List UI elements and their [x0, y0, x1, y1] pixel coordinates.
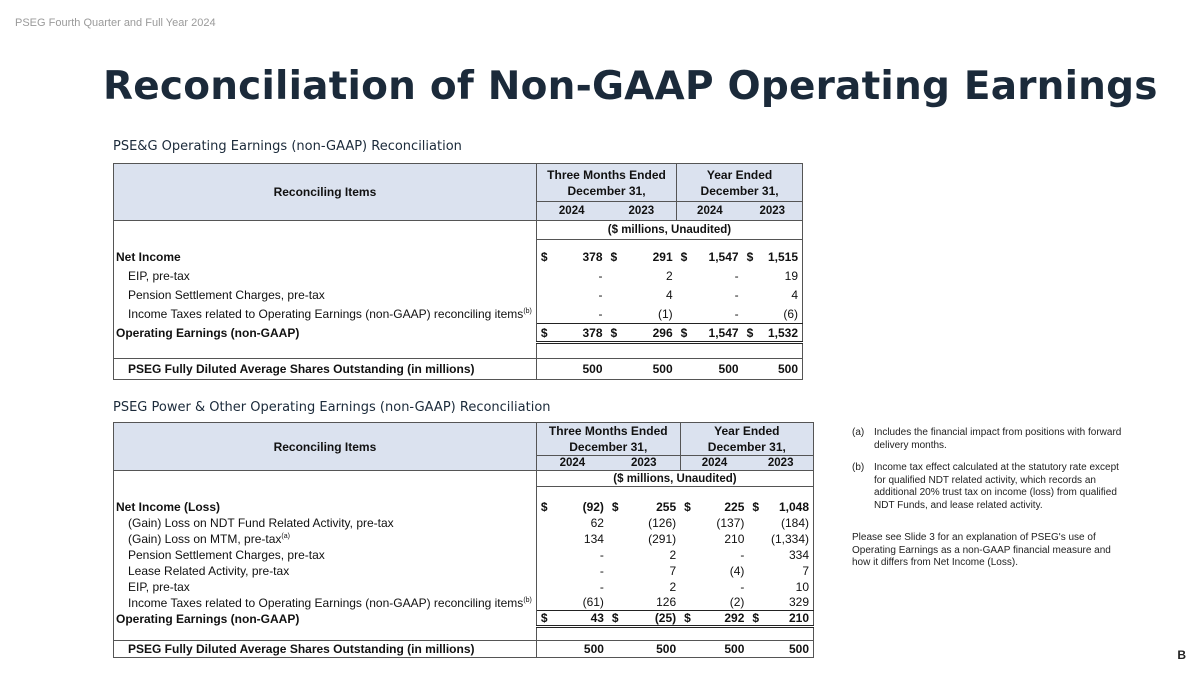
items-column-header: Reconciling Items	[114, 164, 537, 221]
table-row: Net Income $ 378 $ 291 $ 1,547 $ 1,515	[114, 248, 803, 267]
year-ended-header: Year Ended December 31,	[677, 164, 803, 202]
table-row: Net Income (Loss) $ (92) $ 255 $ 225 $ 1,048	[114, 499, 814, 515]
table-row: EIP, pre-tax - 2 - 10	[114, 579, 814, 595]
three-months-header: Three Months Ended December 31,	[536, 164, 676, 202]
pseg-reconciliation-table	[113, 163, 803, 380]
year-header: 2023	[748, 456, 813, 471]
year-header: 2023	[743, 202, 803, 221]
footnote-a: (a) Includes the financial impact from positions with forward delivery months.	[852, 427, 1122, 451]
year-header: 2024	[677, 202, 743, 221]
items-column-header: Reconciling Items	[114, 423, 537, 471]
three-months-header: Three Months Ended December 31,	[536, 423, 680, 456]
page-title: Reconciliation of Non-GAAP Operating Earnings	[103, 64, 1158, 109]
explanation-text: Please see Slide 3 for an explanation of PSEG's use of Operating Earnings as a non-GAAP financial measure and how it differs from Net Income (Loss).	[852, 532, 1111, 568]
table-row: (Gain) Loss on MTM, pre-tax$^{(a)}$ 134 (291) 210 (1,334)	[114, 531, 814, 547]
units-label: ($ millions, Unaudited)	[536, 471, 813, 487]
pseg-table-title: PSE&G Operating Earnings (non-GAAP) Reconciliation	[113, 139, 462, 154]
table-row: Pension Settlement Charges, pre-tax - 4 - 4	[114, 286, 803, 305]
year-ended-header: Year Ended December 31,	[680, 423, 813, 456]
table-row: EIP, pre-tax - 2 - 19	[114, 267, 803, 286]
table-row: Income Taxes related to Operating Earnings (non-GAAP) reconciling items$^{(b)}$ (61) 126 (2) 329	[114, 595, 814, 611]
year-header: 2024	[680, 456, 748, 471]
power-reconciliation-table	[113, 422, 814, 658]
year-header: 2024	[536, 202, 606, 221]
year-header: 2024	[536, 456, 608, 471]
shares-row: PSEG Fully Diluted Average Shares Outstanding (in millions) 500 500 500 500	[114, 641, 814, 658]
table-row: (Gain) Loss on NDT Fund Related Activity, pre-tax 62 (126) (137) (184)	[114, 515, 814, 531]
table-row-total: Operating Earnings (non-GAAP) $ 43 $ (25) $ 292 $ 210	[114, 611, 814, 627]
units-label: ($ millions, Unaudited)	[536, 221, 802, 240]
footnote-b: (b) Income tax effect calculated at the statutory rate except for qualified NDT related activity, which records an additional 20% trust tax on income (loss) from qualified NDT Funds, and lease related activity.	[852, 462, 1119, 511]
table-row: Income Taxes related to Operating Earnings (non-GAAP) reconciling items$^{(b)}$ - (1) - (6)	[114, 305, 803, 324]
footnotes	[852, 427, 1122, 570]
page-marker: B	[1177, 648, 1186, 662]
year-header: 2023	[607, 202, 677, 221]
shares-row: PSEG Fully Diluted Average Shares Outstanding (in millions) 500 500 500 500	[114, 359, 803, 380]
table-row-total: Operating Earnings (non-GAAP) $ 378 $ 296 $ 1,547 $ 1,532	[114, 324, 803, 343]
deck-header-label: PSEG Fourth Quarter and Full Year 2024	[15, 17, 216, 29]
year-header: 2023	[608, 456, 680, 471]
power-table-title: PSEG Power & Other Operating Earnings (non-GAAP) Reconciliation	[113, 400, 551, 415]
table-row: Pension Settlement Charges, pre-tax - 2 - 334	[114, 547, 814, 563]
table-row: Lease Related Activity, pre-tax - 7 (4) 7	[114, 563, 814, 579]
